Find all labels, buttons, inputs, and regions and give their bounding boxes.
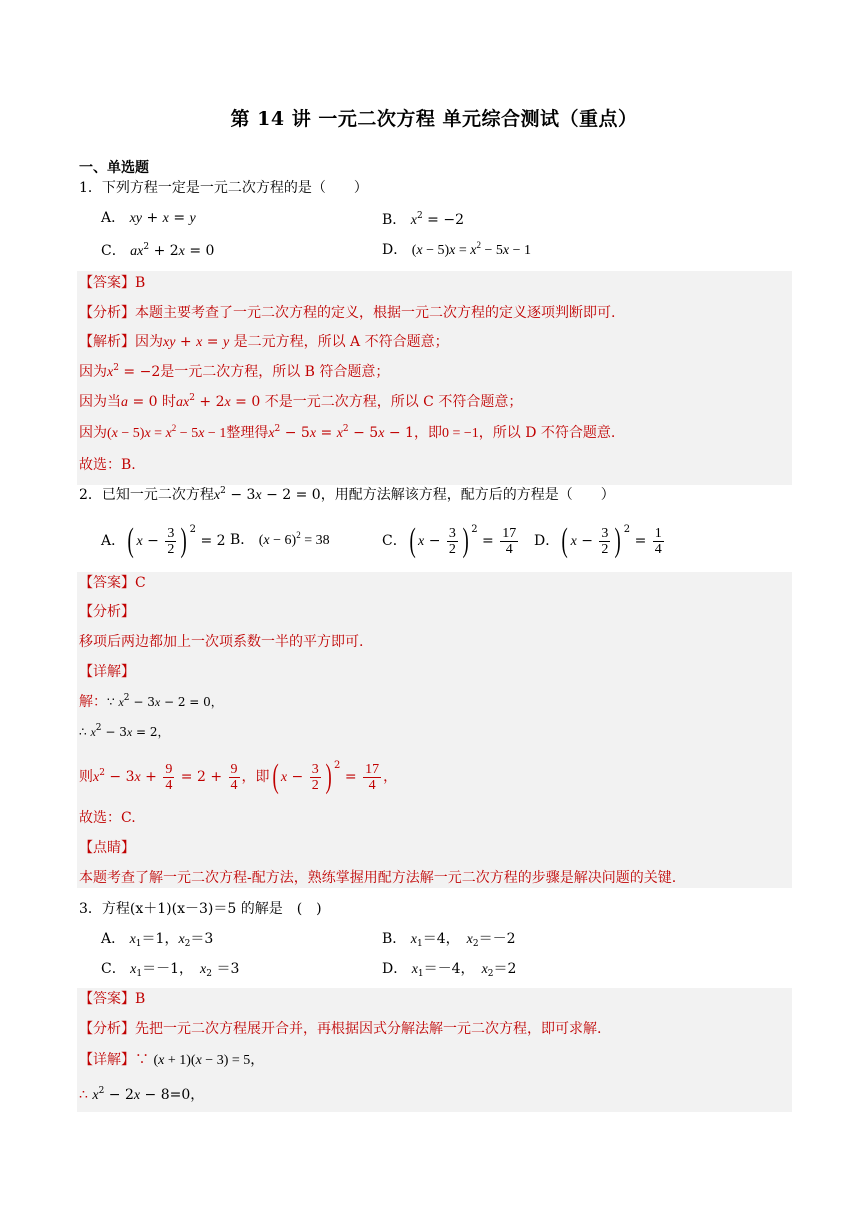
- q1-solution-line-3: 因为当a = 0 时$ax^2 + 2x = 0$ 不是一元二次方程，所以 C 不符合题意；: [79, 393, 523, 410]
- q1-option-c: C． $ax^2 + 2x = 0$: [101, 242, 215, 259]
- q3-answer: 【答案】B: [79, 991, 146, 1007]
- q2-option-c: C．( x − $\frac{3}{2}$ ) $^2$ = $\frac{17}{4}$: [382, 522, 517, 559]
- question-3-stem: 3．方程(x＋1)(x－3)＝5 的解是 ( ): [79, 901, 322, 917]
- q1-solution-line-4: 因为$(x - 5)x = x^2 - 5x - 1$整理得$x^2 - 5x = x^2 - 5x - 1$，即0 = −1，所以 D 不符合题意.: [79, 423, 616, 441]
- q2-comment-label: 【点睛】: [79, 840, 135, 856]
- q2-detail-label: 【详解】: [79, 664, 135, 680]
- q2-option-b: B． $(x - 6)^2 = 38$: [230, 530, 330, 548]
- question-1-stem: 1．下列方程一定是一元二次方程的是（ ）: [79, 180, 368, 196]
- q1-answer: 【答案】B: [79, 275, 146, 291]
- q2-option-a: A．( x − $\frac{3}{2}$ ) $^2$ = 2: [101, 522, 226, 559]
- q1-option-b: B． $x^2 = -2$: [382, 211, 464, 228]
- q2-step-3: 则$x^2 - 3x$ + $\frac{9}{4}$ = 2 + $\frac{9}{4}$ ，即( x − $\frac{3}{2}$ ) $^2$ = $\frac{17}{4}$ ，: [79, 758, 398, 795]
- q2-option-d: D．( x − $\frac{3}{2}$ ) $^2$ = $\frac{1}{4}$: [534, 522, 662, 559]
- q1-option-a: A． xy + x = y: [101, 210, 196, 226]
- q3-option-b: B． $x_1=4$， $x_2=-2$: [382, 931, 516, 949]
- q1-analysis: 【分析】本题主要考查了一元二次方程的定义，根据一元二次方程的定义逐项判断即可.: [79, 305, 616, 321]
- section-heading: 一、单选题: [79, 160, 149, 176]
- page-title: 第 14 讲 一元二次方程 单元综合测试（重点）: [230, 108, 638, 130]
- q3-option-a: A． $x_1=1$，$x_2=3$: [101, 931, 214, 949]
- q2-analysis: 移项后两边都加上一次项系数一半的平方即可.: [79, 634, 364, 650]
- q3-analysis: 【分析】先把一元二次方程展开合并，再根据因式分解法解一元二次方程，即可求解.: [79, 1021, 602, 1037]
- q2-step-1: 解：∵ $x^2 - 3x - 2 = 0$，: [79, 693, 223, 710]
- q1-solution-line-1: 【解析】因为xy + x = y 是二元方程，所以 A 不符合题意；: [79, 334, 449, 350]
- q3-detail-1: 【详解】∵ (x + 1)(x − 3) = 5，: [79, 1052, 265, 1068]
- q3-option-d: D． $x_1=-4$， $x_2=2$: [382, 961, 517, 979]
- q2-analysis-label: 【分析】: [79, 604, 135, 620]
- q1-conclusion: 故选：B.: [79, 457, 136, 473]
- q2-solution-box: [77, 572, 792, 888]
- q3-detail-2: ∴ $x^2 - 2x - 8=0$，: [79, 1086, 205, 1103]
- q1-option-d: D． $(x - 5)x = x^2 - 5x - 1$: [382, 240, 532, 258]
- q2-conclusion: 故选：C.: [79, 810, 136, 826]
- q2-answer: 【答案】C: [79, 575, 146, 591]
- q1-solution-line-2: 因为$x^2 = -2$是一元二次方程，所以 B 符合题意；: [79, 363, 390, 380]
- q2-step-2: ∴ $x^2 - 3x = 2$，: [79, 723, 170, 739]
- question-2-stem: 2．已知一元二次方程$x^2 - 3x - 2 = 0$，用配方法解该方程，配方后的方程是（ ）: [79, 486, 615, 503]
- q2-comment: 本题考查了解一元二次方程-配方法，熟练掌握用配方法解一元二次方程的步骤是解决问题的关键.: [79, 870, 677, 886]
- q3-option-c: C． $x_1=-1$， $x_2 =3$: [101, 961, 240, 979]
